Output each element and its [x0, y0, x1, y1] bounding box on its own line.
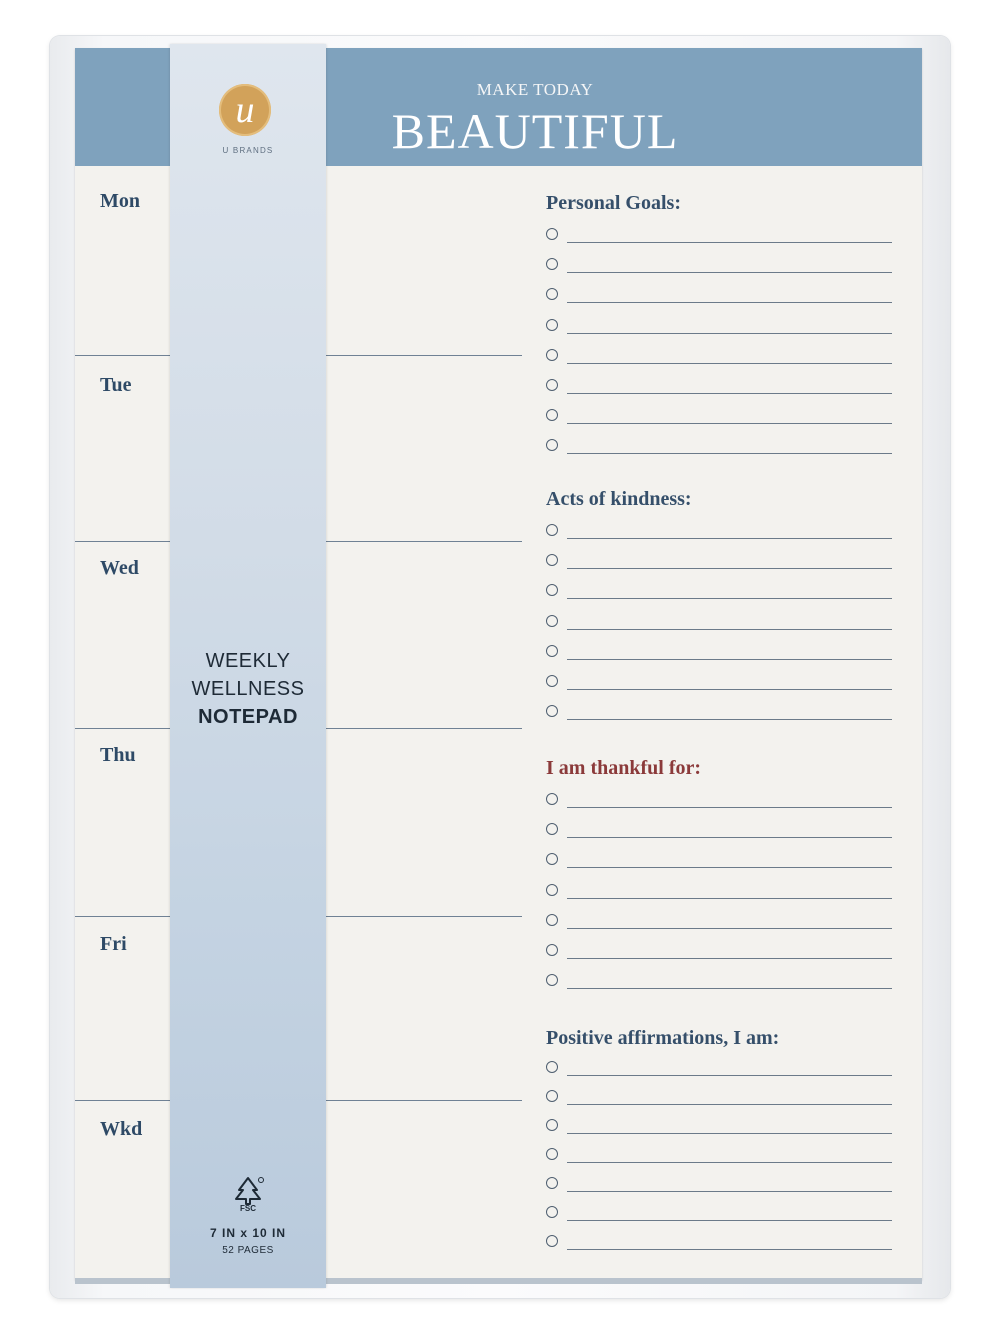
day-divider [326, 728, 522, 729]
fsc-tree-icon [228, 1174, 268, 1214]
checkbox-circle-icon [546, 1177, 558, 1189]
checkbox-circle-icon [546, 823, 558, 835]
checkbox-circle-icon [546, 705, 558, 717]
day-label-wed: Wed [100, 557, 139, 579]
writing-line [567, 1220, 892, 1221]
checklist-row [546, 882, 892, 902]
checklist-row [546, 582, 892, 602]
writing-line [567, 1075, 892, 1076]
checkbox-circle-icon [546, 675, 558, 687]
checklist-row [546, 256, 892, 276]
checkbox-circle-icon [546, 1235, 558, 1247]
section-title-acts-of-kindness: Acts of kindness: [546, 488, 692, 510]
writing-line [567, 423, 892, 424]
day-divider [75, 355, 170, 356]
section-title-personal-goals: Personal Goals: [546, 192, 681, 214]
checklist-row [546, 1175, 892, 1195]
checklist-row [546, 1059, 892, 1079]
writing-line [567, 272, 892, 273]
writing-line [567, 928, 892, 929]
page-count: 52 PAGES [222, 1245, 274, 1256]
checkbox-circle-icon [546, 349, 558, 361]
checkbox-circle-icon [546, 1148, 558, 1160]
checklist-row [546, 1117, 892, 1137]
checklist-row [546, 912, 892, 932]
checklist-row [546, 851, 892, 871]
writing-line [567, 568, 892, 569]
checkbox-circle-icon [546, 974, 558, 986]
writing-line [567, 867, 892, 868]
checkbox-circle-icon [546, 258, 558, 270]
day-label-wkd: Wkd [100, 1118, 143, 1140]
day-divider [75, 728, 170, 729]
fsc-label: FSC [240, 1204, 256, 1213]
checklist-row [546, 643, 892, 663]
checklist-row [546, 1204, 892, 1224]
u-brands-logo [219, 84, 271, 136]
checklist-row [546, 317, 892, 337]
section-title-thankful: I am thankful for: [546, 757, 702, 779]
checklist-row [546, 552, 892, 572]
checkbox-circle-icon [546, 524, 558, 536]
checklist-row [546, 377, 892, 397]
checklist-row [546, 972, 892, 992]
writing-line [567, 659, 892, 660]
checklist-row [546, 407, 892, 427]
checkbox-circle-icon [546, 584, 558, 596]
band-title-line1: WEEKLY [205, 650, 291, 672]
checkbox-circle-icon [546, 1090, 558, 1102]
checkbox-circle-icon [546, 914, 558, 926]
checklist-row [546, 1146, 892, 1166]
checkbox-circle-icon [546, 884, 558, 896]
checklist-row [546, 613, 892, 633]
checkbox-circle-icon [546, 554, 558, 566]
checklist-row [546, 437, 892, 457]
checkbox-circle-icon [546, 1119, 558, 1131]
checkbox-circle-icon [546, 645, 558, 657]
writing-line [567, 538, 892, 539]
checkbox-circle-icon [546, 793, 558, 805]
header-big-text: BEAUTIFUL [391, 103, 679, 159]
writing-line [567, 393, 892, 394]
band-title-line2: WELLNESS [191, 678, 305, 700]
checkbox-circle-icon [546, 319, 558, 331]
checklist-row [546, 703, 892, 723]
writing-line [567, 333, 892, 334]
writing-line [567, 719, 892, 720]
checkbox-circle-icon [546, 288, 558, 300]
checkbox-circle-icon [546, 615, 558, 627]
day-divider [75, 916, 170, 917]
checklist-row [546, 286, 892, 306]
writing-line [567, 598, 892, 599]
checklist-row [546, 821, 892, 841]
day-divider [326, 541, 522, 542]
checklist-row [546, 791, 892, 811]
writing-line [567, 1104, 892, 1105]
checkbox-circle-icon [546, 409, 558, 421]
band-title-line3: NOTEPAD [198, 706, 298, 728]
writing-line [567, 689, 892, 690]
checkbox-circle-icon [546, 944, 558, 956]
day-label-mon: Mon [100, 190, 140, 212]
logo-letter: u [235, 89, 255, 131]
writing-line [567, 302, 892, 303]
writing-line [567, 1162, 892, 1163]
writing-line [567, 1133, 892, 1134]
writing-line [567, 363, 892, 364]
writing-line [567, 1249, 892, 1250]
day-label-fri: Fri [100, 933, 127, 955]
writing-line [567, 988, 892, 989]
day-divider [326, 916, 522, 917]
day-divider [75, 1100, 170, 1101]
checklist-row [546, 673, 892, 693]
writing-line [567, 242, 892, 243]
writing-line [567, 898, 892, 899]
checkbox-circle-icon [546, 1206, 558, 1218]
writing-line [567, 958, 892, 959]
brand-name: U BRANDS [222, 146, 274, 155]
pad-size: 7 IN x 10 IN [209, 1226, 287, 1240]
checklist-row [546, 942, 892, 962]
checklist-row [546, 522, 892, 542]
day-label-thu: Thu [100, 744, 136, 766]
checkbox-circle-icon [546, 1061, 558, 1073]
checklist-row [546, 347, 892, 367]
writing-line [567, 1191, 892, 1192]
header-small-text: MAKE TODAY [476, 80, 594, 99]
day-divider [326, 1100, 522, 1101]
checklist-row [546, 226, 892, 246]
day-label-tue: Tue [100, 374, 132, 396]
checkbox-circle-icon [546, 853, 558, 865]
checkbox-circle-icon [546, 379, 558, 391]
writing-line [567, 807, 892, 808]
section-title-affirmations: Positive affirmations, I am: [546, 1027, 780, 1049]
paper-band [170, 44, 326, 1288]
checklist-row [546, 1233, 892, 1253]
day-divider [326, 355, 522, 356]
writing-line [567, 837, 892, 838]
writing-line [567, 453, 892, 454]
writing-line [567, 629, 892, 630]
checklist-row [546, 1088, 892, 1108]
day-divider [75, 541, 170, 542]
checkbox-circle-icon [546, 439, 558, 451]
checkbox-circle-icon [546, 228, 558, 240]
